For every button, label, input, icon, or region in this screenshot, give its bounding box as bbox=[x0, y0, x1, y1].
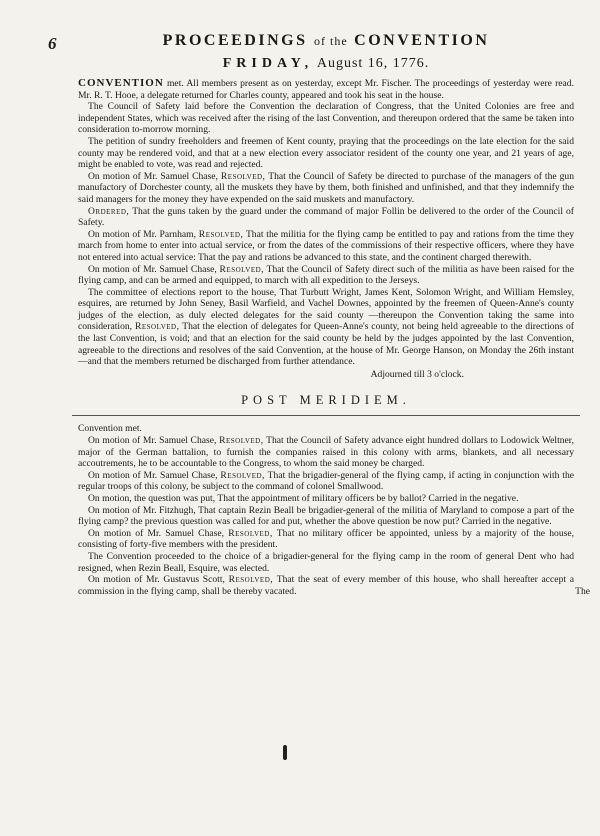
paragraph-kent-petition: The petition of sundry freeholders and freemen of Kent county, praying that the proceedings on the late election for the said county may be rendered void, and that at a new election every associator resident of the county one year, and 21 years of age, might be enabled to vote, was read and rejected. bbox=[78, 135, 574, 171]
resolved-label: Resolved, bbox=[219, 435, 264, 447]
paragraph-fitzhugh-motion: On motion of Mr. Fitzhugh, That captain Rezin Beall be brigadier-general of the militia of Maryland to compose a part of the flying camp? the previous question was called for and put, whether the above question be now put? Carried in the negative. bbox=[78, 504, 574, 528]
paragraph-elections-report: The committee of elections report to the house, That Turbutt Wright, James Kent, Solomon Wright, and William Hemsley, esquires, are returned by John Seney, Basil Warfield, and Vachel Downes, appointed by the freemen of Queen-Anne's county judges of the election, as duly elected delegates for the said county —thereupon the Convention taking the same into consideration, Resolved, That the election of delegates for Queen-Anne's county, not being held agreeable to the directions of the last Convention, is void; and that an election for the said county be held by the judges appointed by the last Convention, agreeable to the directions and resolves of the said Convention, at the house of Mr. George Hanson, on Monday the 26th instant—and that the members returned be discharged from further attendance. bbox=[78, 286, 574, 368]
convention-met: Convention met. bbox=[78, 423, 142, 435]
paragraph-majority: On motion of Mr. Samuel Chase, Resolved, That no military officer be appointed, unless by a majority of the house, consisting of forty-five members with the president. bbox=[78, 527, 575, 551]
resolved-label: Resolved, bbox=[219, 263, 265, 275]
title-of: of the bbox=[313, 34, 348, 48]
adjourned-line: Adjourned till 3 o'clock. bbox=[370, 368, 464, 380]
section-divider bbox=[72, 415, 580, 416]
running-head bbox=[78, 32, 574, 50]
resolved-label: Resolved, bbox=[228, 527, 273, 539]
paragraph-weltner: On motion of Mr. Samuel Chase, Resolved, That the Council of Safety advance eight hundred dollars to Lodowick Weltner, major of the German battalion, to furnish the companies raised in this colony with arms, blankets, and all necessary accoutrements, he to be accountable to the Congress, to whom the said money be charged. bbox=[78, 435, 575, 470]
resolved-label: Resolved, bbox=[134, 321, 180, 333]
paragraph-guns-order: Ordered, That the guns taken by the guard under the command of major Follin be delivered to the order of the Council of Safety. bbox=[78, 205, 574, 229]
ink-smudge bbox=[283, 745, 287, 760]
resolved-label: Resolved, bbox=[228, 574, 274, 586]
post-meridiem-heading: POST MERIDIEM. bbox=[241, 393, 411, 408]
page-number: 6 bbox=[48, 34, 57, 53]
paragraph-opening bbox=[78, 78, 574, 101]
paragraph-ballot-question: On motion, the question was put, That the appointment of military officers be by ballot? Carried in the negative. bbox=[88, 493, 519, 504]
ordered-label: Ordered, bbox=[88, 205, 130, 217]
title-part1: PROCEEDINGS bbox=[162, 32, 308, 49]
resolved-label: Resolved, bbox=[198, 228, 244, 240]
paragraph-brigadier-command: On motion of Mr. Samuel Chase, Resolved, That the brigadier-general of the flying camp, if acting in conjunction with the regular troops of this colony, be subject to the command of colonel Smallwood. bbox=[78, 469, 575, 493]
paragraph-militia-pay: On motion of Mr. Parnham, Resolved, That the militia for the flying camp be entitled to pay and rations from the time they march from home to enter into actual service, or from the dates of the commissions of their respective officers, where they have not entered into actual service: That the pay and rations be advanced to this state, and the continent charged therewith. bbox=[78, 228, 575, 263]
resolved-label: Resolved, bbox=[220, 170, 266, 182]
paragraph-gun-manufactory: On motion of Mr. Samuel Chase, Resolved, That the Council of Safety be directed to purchase of the managers of the gun manufactory of Dorchester county, all the muskets they have by them, both finished and unfinished, and that they indemnify the said managers for the money they have expended on the said muskets and manufactory. bbox=[78, 170, 574, 205]
opening-text: met. All members present as on yesterday, except Mr. Fischer. The proceedings of yesterday were read. Mr. R. T. Hooe, a delegate returned for Charles county, appeared and took his seat in the house. bbox=[78, 78, 574, 101]
day-label: FRIDAY, bbox=[222, 56, 314, 71]
opening-lead: CONVENTION bbox=[78, 77, 164, 89]
date-line bbox=[78, 56, 574, 72]
paragraph-militia-march: On motion of Mr. Samuel Chase, Resolved, That the Council of Safety direct such of the militia as have been raised for the flying camp, and can be armed and equipped, to march with all expedition to the Jerseys. bbox=[78, 263, 574, 287]
paragraph-seat-vacated: On motion of Mr. Gustavus Scott, Resolved, That the seat of every member of this house, who shall hereafter accept a commission in the flying camp, shall be thereby vacated. bbox=[78, 574, 574, 597]
paragraph-beall-elected: The Convention proceeded to the choice of a brigadier-general for the flying camp in the room of general Dent who had resigned, when Rezin Beall, Esquire, was elected. bbox=[78, 550, 574, 574]
resolved-label: Resolved, bbox=[220, 469, 265, 481]
title-part2: CONVENTION bbox=[354, 32, 490, 49]
catchword: The bbox=[575, 586, 590, 598]
paragraph-declaration: The Council of Safety laid before the Convention the declaration of Congress, that the United Colonies are free and independent States, which was received after the rising of the last Convention, and thereupon ordered that the same be taken into consideration to-morrow morning. bbox=[78, 101, 574, 136]
date-text: August 16, 1776. bbox=[316, 56, 430, 71]
